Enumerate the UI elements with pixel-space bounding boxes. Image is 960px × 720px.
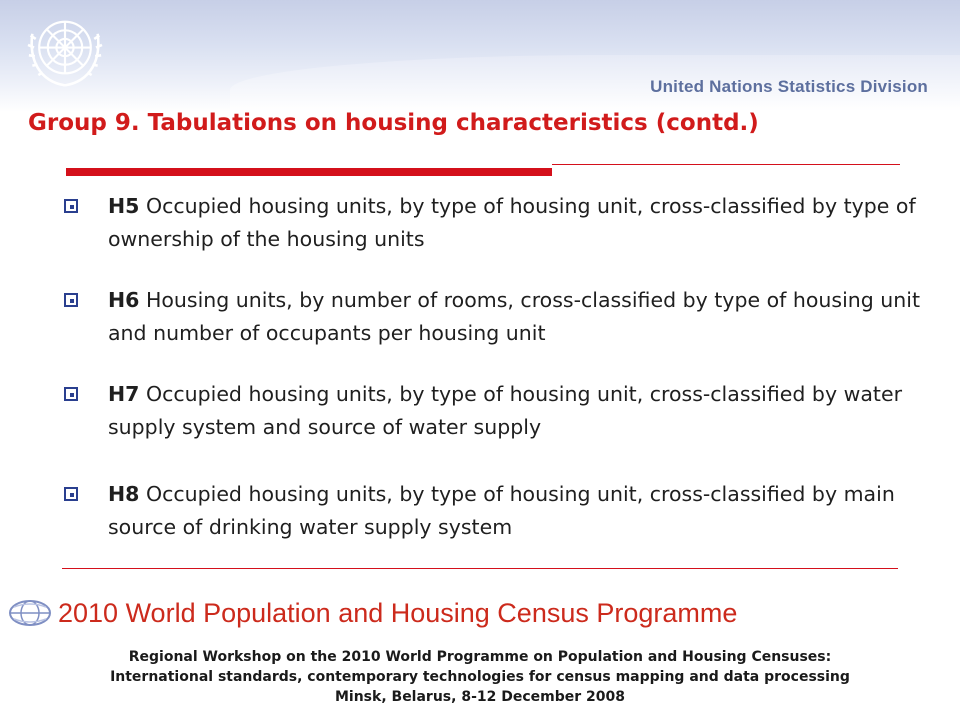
table-description: Occupied housing units, by type of housing unit, cross-classified by type of ownership of the housing units <box>108 194 916 251</box>
table-code: H7 <box>108 382 140 406</box>
bullet-text <box>108 190 934 256</box>
bullet-text <box>108 478 934 544</box>
checkbox-bullet-icon <box>64 293 78 307</box>
bottom-divider <box>62 568 898 569</box>
footer-line: Regional Workshop on the 2010 World Programme on Population and Housing Censuses: <box>128 649 832 665</box>
table-description: Occupied housing units, by type of housing unit, cross-classified by water supply system and source of water supply <box>108 382 902 439</box>
table-description: Housing units, by number of rooms, cross-classified by type of housing unit and number of occupants per housing unit <box>108 288 921 345</box>
table-code: H5 <box>108 194 140 218</box>
table-description: Occupied housing units, by type of housing unit, cross-classified by main source of drinking water supply system <box>108 482 895 539</box>
globe-icon <box>8 599 52 627</box>
checkbox-bullet-icon <box>64 387 78 401</box>
slide-title: Group 9. Tabulations on housing characteristics (contd.) <box>28 110 759 136</box>
org-wordmark: United Nations Statistics Division <box>650 77 928 96</box>
title-underline-thick <box>66 168 552 176</box>
checkbox-bullet-icon <box>64 487 78 501</box>
bullet-text <box>108 378 934 444</box>
un-emblem-icon <box>22 8 108 94</box>
table-code: H8 <box>108 482 140 506</box>
footer-line: International standards, contemporary technologies for census mapping and data processing <box>110 669 850 685</box>
census-banner <box>8 597 903 629</box>
footer <box>0 647 960 707</box>
table-code: H6 <box>108 288 140 312</box>
bullet-text <box>108 284 934 350</box>
footer-line: Minsk, Belarus, 8-12 December 2008 <box>334 689 625 705</box>
census-programme-banner-text: 2010 World Population and Housing Census Programme <box>58 598 738 628</box>
title-underline-thin <box>552 164 900 165</box>
checkbox-bullet-icon <box>64 199 78 213</box>
